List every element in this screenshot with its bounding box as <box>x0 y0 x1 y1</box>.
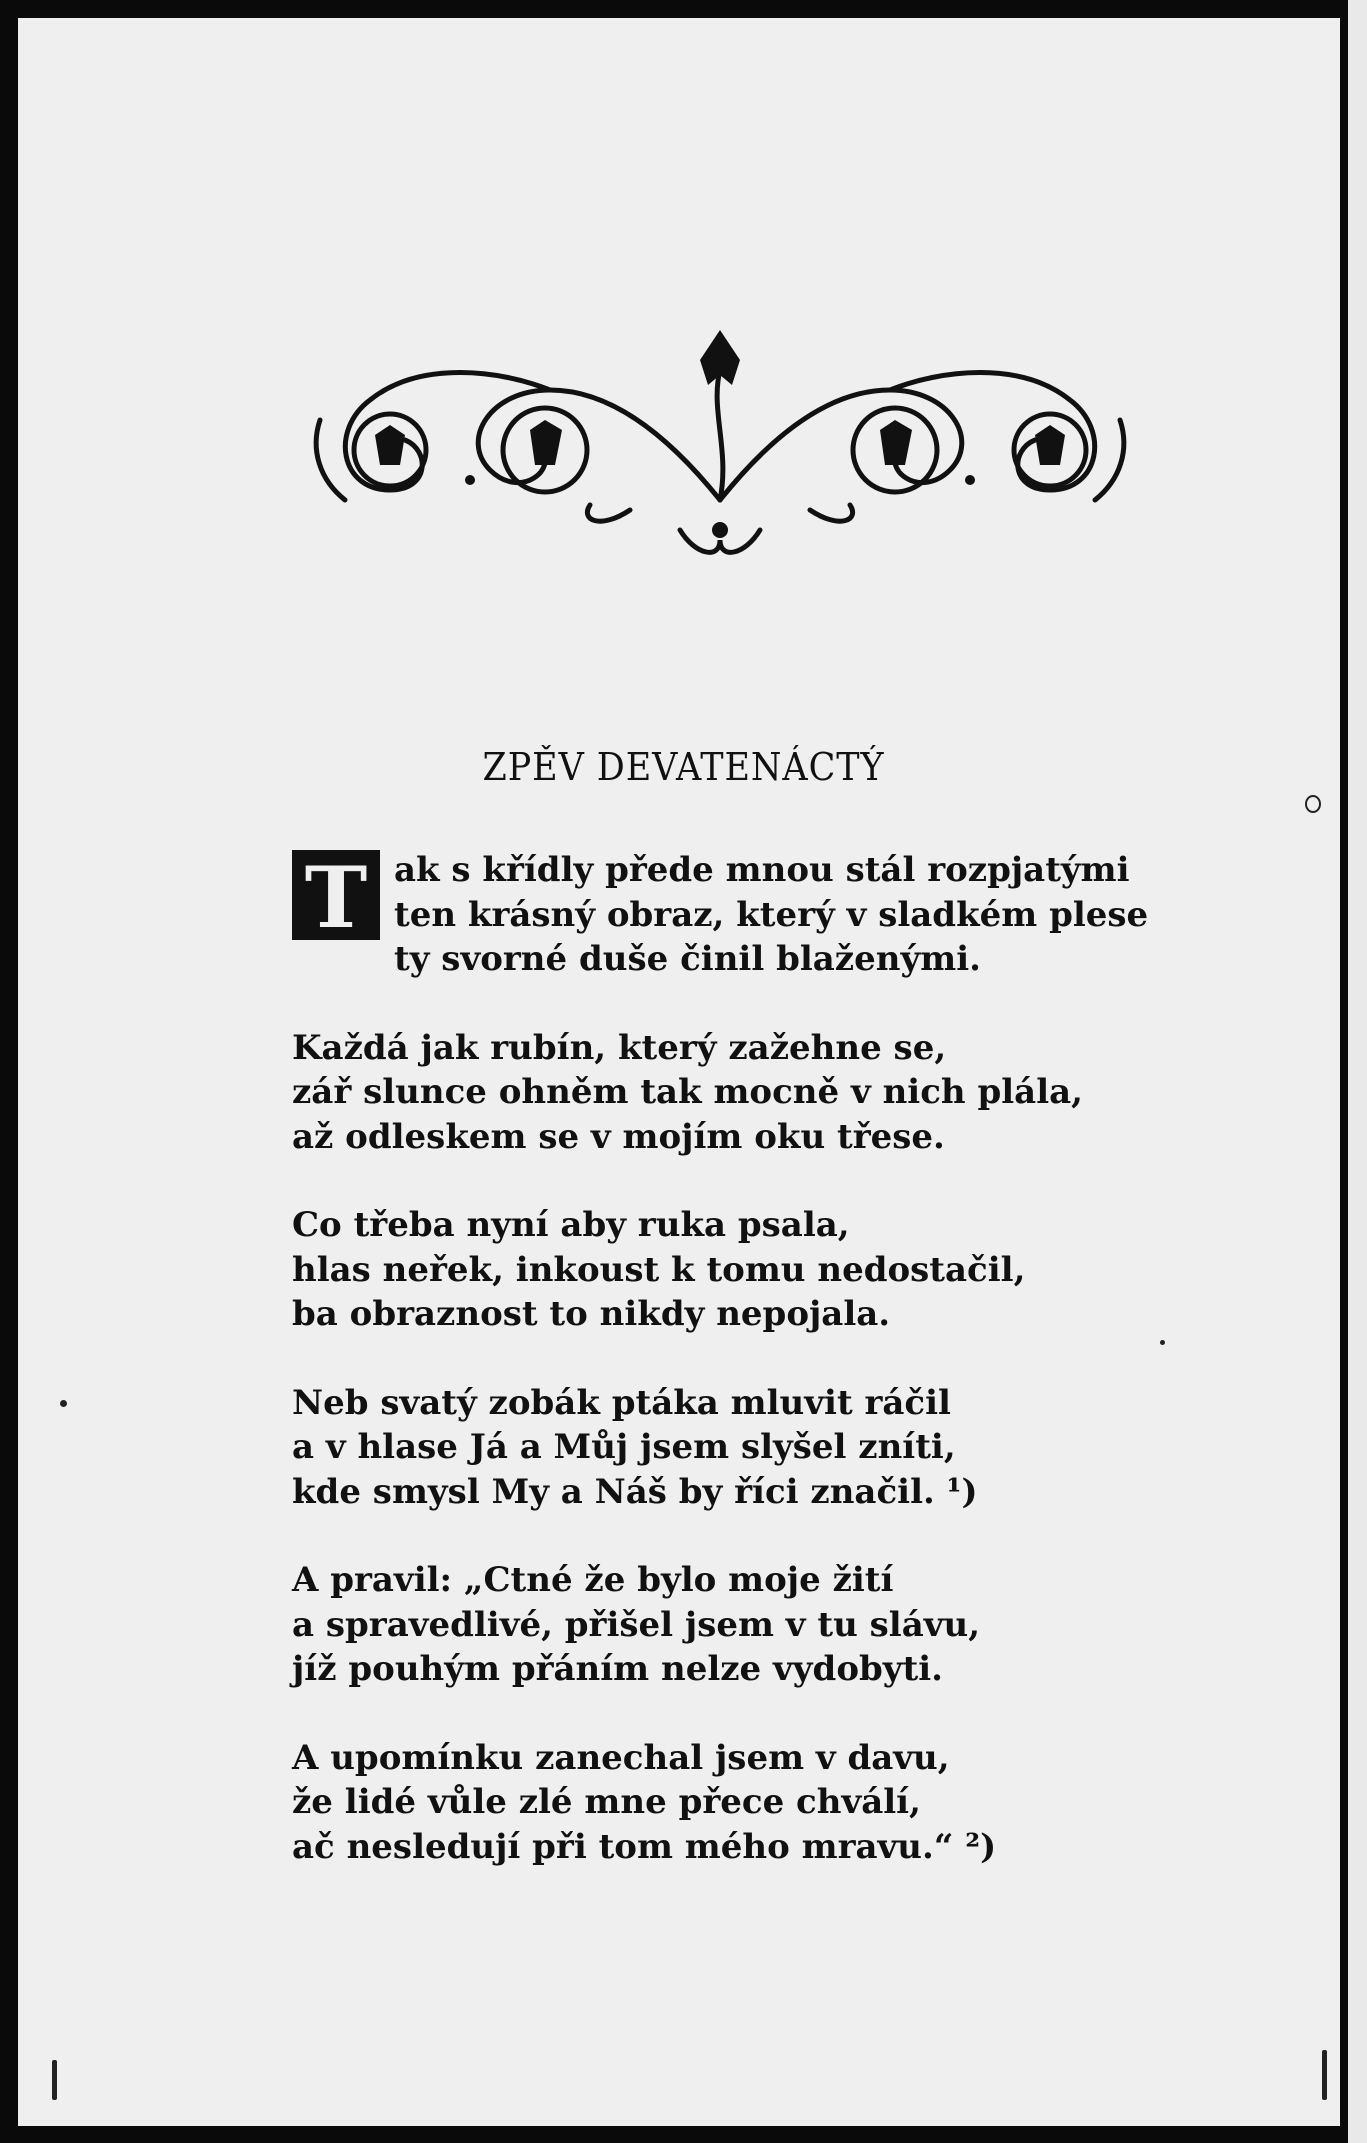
stanza <box>292 848 1192 982</box>
poem-line: ty svorné duše činil blaženými. <box>394 939 981 979</box>
page-edge <box>1348 0 1367 2143</box>
print-speck <box>60 1400 67 1407</box>
floral-headpiece-icon <box>300 330 1140 570</box>
poem-line: ba obraznost to nikdy nepojala. <box>292 1294 891 1334</box>
stanza <box>292 1736 1192 1870</box>
poem-line: A pravil: „Ctné že bylo moje žití <box>292 1560 894 1600</box>
poem-line: ač nesledují při tom mého mravu.“ ²) <box>292 1826 997 1867</box>
print-speck <box>1322 2050 1327 2100</box>
stanza <box>292 1381 1192 1515</box>
poem-line: hlas neřek, inkoust k tomu nedostačil, <box>292 1249 1026 1290</box>
poem-line: až odleskem se v mojím oku třese. <box>292 1116 945 1157</box>
poem-line: Co třeba nyní aby ruka psala, <box>292 1205 850 1245</box>
poem-line: Každá jak rubín, který zažehne se, <box>292 1027 947 1068</box>
print-speck <box>1305 795 1321 813</box>
drop-cap: T <box>292 850 380 940</box>
poem-line: ak s křídly přede mnou stál rozpjatými <box>394 850 1130 890</box>
chapter-title: ZPĚV DEVATENÁCTÝ <box>482 745 885 789</box>
poem-line: Neb svatý zobák ptáka mluvit ráčil <box>292 1382 951 1423</box>
poem-line: kde smysl My a Náš by říci značil. ¹) <box>292 1471 978 1512</box>
poem-line: a spravedlivé, přišel jsem v tu slávu, <box>292 1604 981 1645</box>
print-speck <box>1160 1340 1165 1345</box>
poem-line: že lidé vůle zlé mne přece chválí, <box>292 1782 921 1822</box>
stanza <box>292 1026 1192 1160</box>
poem-body <box>292 848 1192 1913</box>
stanza <box>292 1203 1192 1337</box>
poem-line: zář slunce ohněm tak mocně v nich plála, <box>292 1072 1083 1112</box>
poem-line: a v hlase Já a Můj jsem slyšel zníti, <box>292 1427 956 1467</box>
poem-line: jíž pouhým přáním nelze vydobyti. <box>292 1649 943 1689</box>
poem-line: ten krásný obraz, který v sladkém plese <box>394 894 1149 935</box>
poem-line: A upomínku zanechal jsem v davu, <box>292 1737 950 1778</box>
stanza <box>292 1558 1192 1692</box>
print-speck <box>52 2060 57 2100</box>
